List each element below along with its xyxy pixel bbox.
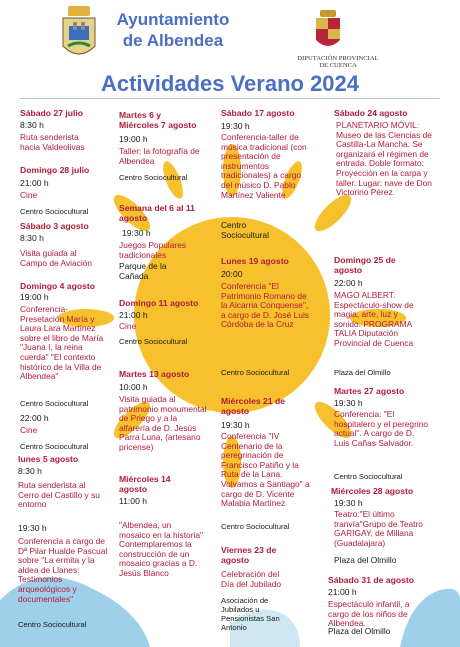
event-activity: Visita guiada al Campo de Aviación — [20, 248, 93, 268]
event-time: 19:00 h — [119, 134, 148, 144]
event-day: Sábado 17 agosto — [221, 108, 295, 118]
event-day: Sábado 24 agosto — [334, 108, 408, 118]
event-place: Centro Sociocultural — [20, 207, 89, 216]
event-time: 19:30 h — [221, 420, 250, 430]
diputacion-shield — [314, 10, 342, 52]
event-time: 21:00 h — [119, 310, 148, 320]
page-title: Actividades Verano 2024 — [100, 71, 360, 96]
event-place: Plaza del Olmillo — [334, 368, 391, 377]
event-day: Lunes 19 agosto — [221, 256, 289, 266]
event-time: 22:00 h — [334, 278, 363, 288]
event-day: Miércoles 14 agosto — [119, 474, 171, 494]
event-day: Sábado 3 agosto — [20, 221, 89, 231]
event-time: 22:00 h — [20, 413, 49, 423]
event-time: 8:30 h — [20, 120, 44, 130]
event-activity: Cine — [20, 425, 38, 435]
event-activity: MAGO ALBERT. Espectáculo-show de magia, arte, luz y sonido. PROGRAMA TALIA Diputación Provincial de Cuenca — [334, 290, 414, 348]
event-time: 21:00 h — [328, 587, 357, 597]
town-line-2: de Albendea — [122, 31, 224, 50]
event-place: Centro Sociocultural — [119, 337, 188, 346]
event-activity: Celebración del Día del Jubilado — [221, 569, 282, 589]
event-day: Domingo 11 agosto — [119, 298, 199, 308]
event-place: Centro Sociocultural — [334, 472, 403, 481]
event-activity: Conferencia-taller de música tradicional (con presentación de instrumentos tradicionales) a cargo del músico D. Pablo Martínez Valiente — [221, 132, 307, 200]
event-time: 20:00 — [221, 269, 243, 279]
ayuntamiento-name — [108, 9, 238, 51]
event-day: Semana del 6 al 11 agosto — [119, 203, 195, 223]
town-line-1: Ayuntamiento — [116, 10, 230, 29]
event-activity: Teatro:"El último tranvía"Grupo de Teatro GARIGAY, de Millana (Guadalajara) — [334, 509, 423, 548]
event-day: Martes 27 agosto — [334, 386, 405, 396]
event-day: Domingo 4 agosto — [20, 281, 95, 291]
event-place: Centro Sociocultural — [119, 173, 188, 182]
event-activity: PLANETARIO MÓVIL: Museo de las Ciencias de Castilla-La Mancha. Se organizará el régimen de entrada. Doble formato: Proyección en la carpa y taller. Lugar: nave de Don Victorino Pérez. — [336, 120, 432, 198]
event-time: 19:30 h — [334, 498, 363, 508]
title-divider — [20, 98, 440, 99]
event-time: 19:30 h — [221, 121, 250, 131]
event-time: 19:30 h — [122, 228, 151, 238]
event-time: 19:30 h — [334, 398, 363, 408]
event-activity: Espectáculo infantil, a cargo de los niños de Albendea. — [328, 599, 410, 629]
event-activity: Juegos Populares tradicionales — [119, 240, 187, 260]
event-activity: Conferencia "IV Centenario de la peregrinación de Francisco Patiño y la Ruta de la Lana. Volvamos a Santiago" a cargo de D. Vicente Malabia Martínez — [221, 431, 310, 509]
event-place: Plaza del Olmillo — [334, 555, 397, 565]
event-activity: Visita guiada al patrimonio monumental de Priego y a la alfarería de D. Jesús Parra Luna, (artesano pricense) — [119, 394, 207, 452]
event-time: 19:00 h — [20, 292, 49, 302]
event-time: 8:30 h — [18, 466, 42, 476]
event-place: Centro Sociocultural — [18, 620, 87, 629]
event-activity: Cine — [119, 321, 137, 331]
event-day: Miércoles 28 agosto — [331, 486, 414, 496]
diputacion-label: DIPUTACIÓN PROVINCIAL DE CUENCA — [297, 55, 379, 69]
event-day: Viernes 23 de agosto — [221, 545, 277, 565]
event-day: Sábado 27 julio — [20, 108, 84, 118]
event-day: lunes 5 agosto — [18, 454, 79, 464]
event-activity: Cine — [20, 190, 38, 200]
event-day: Martes 6 y Miércoles 7 agosto — [119, 110, 197, 130]
event-activity: "Albendea, un mosaico en la historia" Contemplaremos la construcción de un mosaico gracias a D. Jesús Blanco — [119, 520, 203, 578]
event-day: Sábado 31 de agosto — [328, 575, 414, 585]
event-activity: Conferencia a cargo de Dª Pilar Hualde Pascual sobre "La ermita y la aldea de Llanes: Testimonios arqueológicos y documentales" — [18, 536, 108, 604]
event-activity: Taller: la fotografía de Albendea — [119, 146, 200, 166]
event-day: Domingo 25 de agosto — [334, 255, 396, 275]
event-place: Plaza del Olmillo — [328, 626, 391, 636]
event-time: 19:30 h — [18, 523, 47, 533]
event-activity: Conferencia-Presetación María y Laura Lara Martínez sobre el libro de María "Juana I, la reina cuerda" "El contexto histórico de la Villa de Albendea" — [20, 304, 104, 382]
event-time: 21:00 h — [20, 178, 49, 188]
event-activity: Conferencia "El Patrimonio Romano de la Alcarria Conquense", a cargo de D. José Luis Córdoba de la Cruz — [221, 281, 309, 330]
event-day: Domingo 28 julio — [20, 165, 90, 175]
event-place: Centro Sociocultural — [221, 368, 290, 377]
event-place: Centro Sociocultural — [20, 442, 89, 451]
event-place: Parque de la Cañada — [119, 261, 167, 281]
event-time: 8:30 h — [20, 233, 44, 243]
event-place: Asociación de Jubilados u Pensionistas San Antonio — [221, 596, 280, 632]
event-activity: Conferencia: "El hospitalero y el peregrino actual". A cargo de D. Luis Cañas Salvador. — [334, 409, 429, 448]
event-time: 10:00 h — [119, 382, 148, 392]
event-day: Martes 13 agosto — [119, 369, 190, 379]
event-place: Centro Sociocultural — [20, 399, 89, 408]
event-place: Centro Sociocultural — [221, 220, 269, 240]
event-place: Centro Sociocultural — [221, 522, 290, 531]
event-activity: Ruta senderista al Cerro del Castillo y su entorno — [18, 480, 100, 510]
albendea-coat-of-arms — [60, 6, 98, 62]
event-time: 11:00 h — [119, 496, 148, 506]
event-day: Miércoles 21 de agosto — [221, 396, 286, 416]
event-activity: Ruta senderista hacia Valdeolivas — [20, 132, 85, 152]
